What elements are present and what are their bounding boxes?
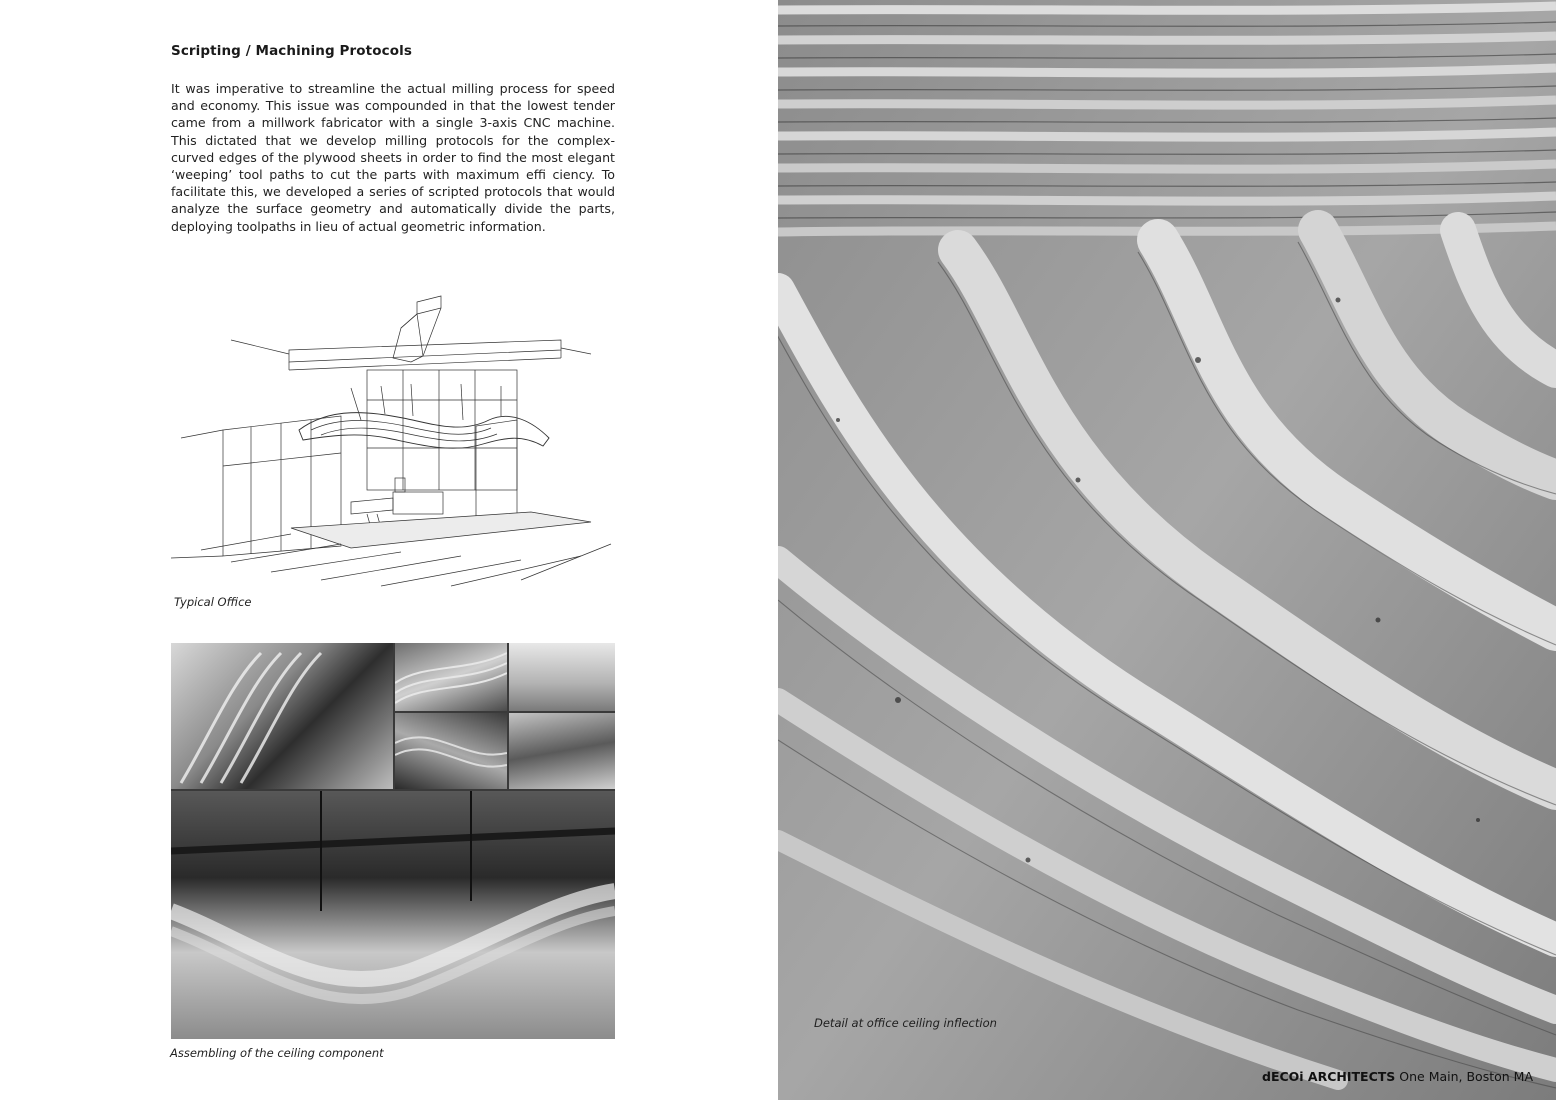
- assembly-caption: Assembling of the ceiling component: [170, 1046, 384, 1060]
- assembly-photo-6: [171, 791, 615, 1039]
- footer-firm: dECOi ARCHITECTS: [1262, 1069, 1396, 1084]
- ceiling-detail-photo: [778, 0, 1556, 1100]
- typical-office-drawing: [171, 288, 621, 588]
- section-heading: Scripting / Machining Protocols: [171, 43, 412, 59]
- section-body-text: It was imperative to streamline the actual milling process for speed and economy. This issue was compounded in that the lowest tender came from a millwork fabricator with a single 3-axis CNC machine. This dictated that we develop milling protocols for the complex-curved edges of the plywood sheets in order to find the most elegant ‘weeping’ tool paths to cut the parts with maximum effi ciency. To facilitate this, we developed a series of scripted protocols that would analyze the surface geometry and automatically divide the parts, deploying toolpaths in lieu of actual geometric information.: [171, 81, 615, 234]
- assembly-photo-3: [509, 643, 615, 711]
- assembly-photo-collage: [171, 643, 615, 1039]
- assembly-photo-2: [395, 643, 507, 711]
- detail-caption: Detail at office ceiling inflection: [814, 1016, 997, 1030]
- office-caption: Typical Office: [174, 595, 252, 609]
- footer: [1262, 1069, 1533, 1084]
- footer-location: One Main, Boston MA: [1399, 1069, 1533, 1084]
- assembly-photo-1: [171, 643, 393, 789]
- assembly-photo-5: [509, 713, 615, 789]
- assembly-photo-4: [395, 713, 507, 789]
